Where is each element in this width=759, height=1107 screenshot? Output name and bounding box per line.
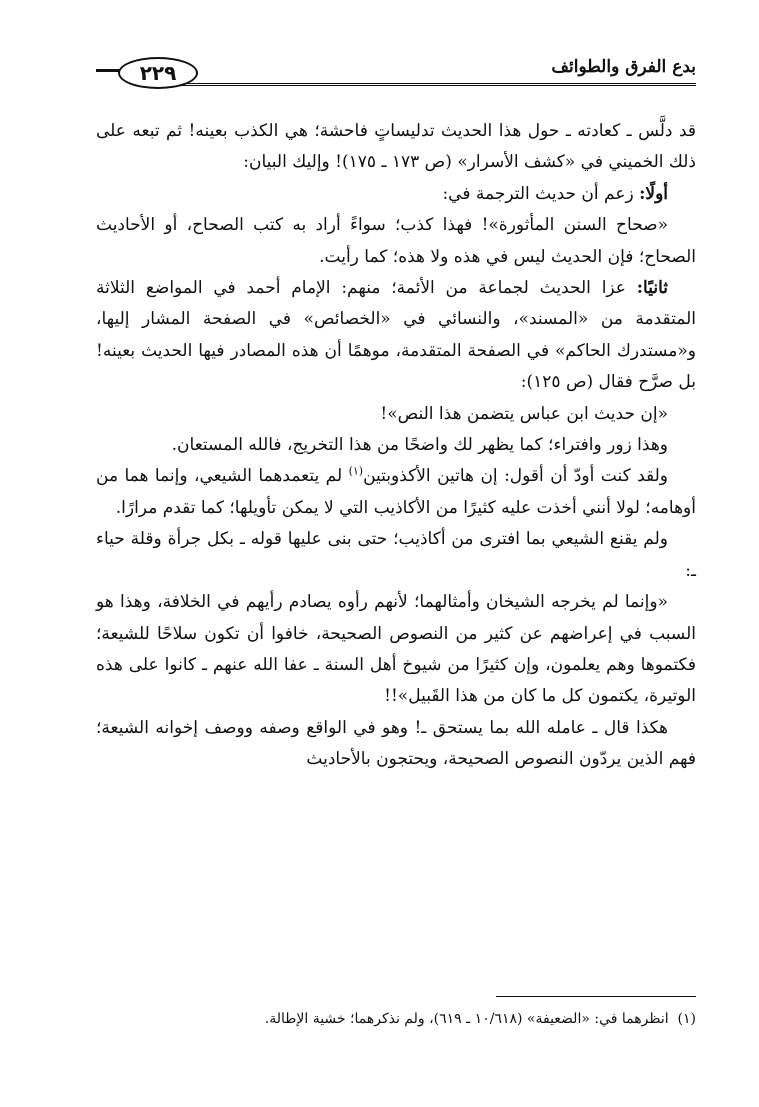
header-title: بدع الفرق والطوائف bbox=[551, 57, 696, 77]
footnote-text: انظرهما في: «الضعيفة» (١٠/٦١٨ ـ ٦١٩)، ولم نذكرهما؛ خشية الإطالة. bbox=[264, 1011, 669, 1027]
paragraph-6: وهذا زور وافتراء؛ كما يظهر لك واضحًا من هذا التخريج، فالله المستعان. bbox=[171, 435, 668, 456]
header-rule bbox=[176, 83, 696, 86]
paragraph-1: قد دلَّس ـ كعادته ـ حول هذا الحديث تدليساتٍ فاحشة؛ هي الكذب بعينه! ثم تبعه على ذلك الخميني في «كشف الأسرار» (ص ١٧٣ ـ ١٧٥)! وإليك البيان: bbox=[96, 121, 696, 173]
footnote-reference[interactable]: (١) bbox=[348, 464, 364, 478]
paragraph-4: ثانيًا: عزا الحديث لجماعة من الأئمة؛ منهم: الإمام أحمد في المواضع الثلاثة المتقدمة من «المسند»، والنسائي في «الخصائص» في الصفحة المشار إليها، و«مستدرك الحاكم» في الصفحة المتقدمة، موهمًا أن هذه المصادر فيها الحديث بعينه! بل صرَّح فقال (ص ١٢٥): bbox=[96, 278, 696, 393]
running-header bbox=[96, 55, 696, 95]
paragraph-3: «صحاح السنن المأثورة»! فهذا كذب؛ سواءً أراد به كتب الصحاح، أو الأحاديث الصحاح؛ فإن الحديث ليس في هذه ولا هذه؛ كما رأيت. bbox=[96, 215, 696, 267]
footnote-rule bbox=[496, 996, 696, 997]
paragraph-8: ولم يقنع الشيعي بما افترى من أكاذيب؛ حتى بنى عليها قوله ـ بكل جرأة وقلة حياء ـ: bbox=[96, 529, 696, 581]
footnote-marker: (١) bbox=[677, 1011, 696, 1027]
page-number-badge: ٢٢٩ bbox=[118, 57, 198, 89]
footnote-1 bbox=[96, 1007, 696, 1031]
body-text bbox=[96, 116, 696, 776]
paragraph-5-quote: «إن حديث ابن عباس يتضمن هذا النص»! bbox=[380, 403, 668, 424]
paragraph-10: هكذا قال ـ عامله الله بما يستحق ـ! وهو في الواقع وصفه ووصف إخوانه الشيعة؛ فهم الذين يردّون النصوص الصحيحة، ويحتجون بالأحاديث bbox=[96, 717, 696, 770]
lead-word-first: أولًا: bbox=[639, 183, 668, 204]
header-rule-tail bbox=[96, 69, 120, 72]
paragraph-2: أولًا: زعم أن حديث الترجمة في: bbox=[442, 183, 668, 204]
paragraph-7: ولقد كنت أودّ أن أقول: إن هاتين الأكذوبتين$^{(١)}$ لم يتعمدهما الشيعي، وإنما هما من أوهامه؛ لولا أنني أخذت عليه كثيرًا من الأكاذيب التي لا يمكن تأويلها؛ كما تقدم مرارًا. bbox=[96, 464, 696, 518]
lead-word-second: ثانيًا: bbox=[636, 278, 668, 299]
paragraph-9-quote: «وإنما لم يخرجه الشيخان وأمثالهما؛ لأنهم رأوه يصادم رأيهم في الخلافة، وهذا هو السبب في إعراضهم عن كثير من النصوص الصحيحة، خافوا أن تكون سلاحًا للشيعة؛ فكتموها وهم يعلمون، وإن كثيرًا من شيوخ أهل السنة ـ عفا الله عنهم ـ كانوا على هذه الوتيرة، يكتمون كل ما كان من هذا القَبيل»!! bbox=[96, 592, 696, 707]
footnote-area bbox=[96, 996, 696, 1031]
